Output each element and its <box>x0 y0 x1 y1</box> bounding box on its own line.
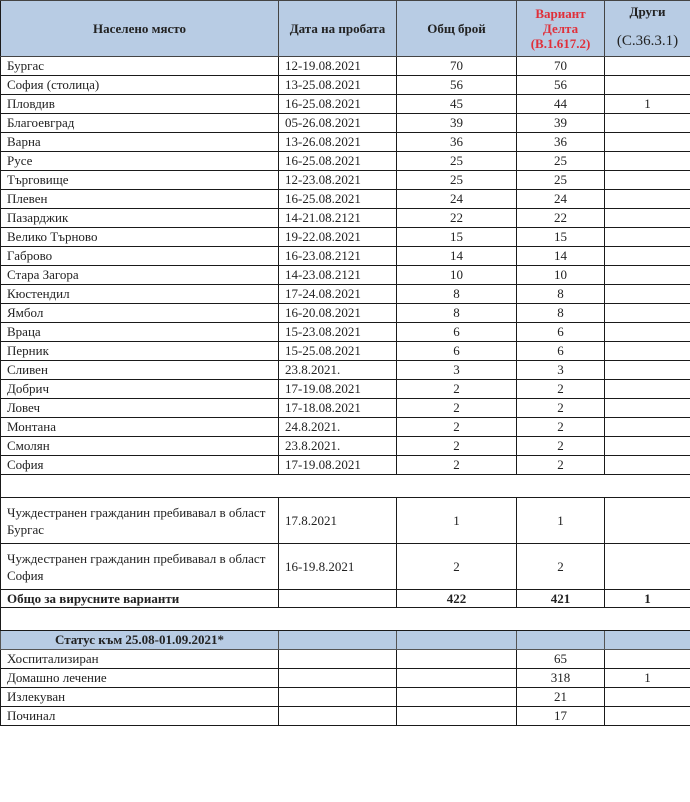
date-cell: 19-22.08.2021 <box>279 228 397 247</box>
delta-cell: 8 <box>517 304 605 323</box>
header-delta-line1: Вариант <box>535 6 586 21</box>
date-cell: 17-19.08.2021 <box>279 456 397 475</box>
status-empty <box>397 650 517 669</box>
date-cell: 23.8.2021. <box>279 437 397 456</box>
delta-cell: 24 <box>517 190 605 209</box>
table-row <box>1 266 690 285</box>
table-row <box>1 133 690 152</box>
status-empty <box>279 707 397 726</box>
date-cell: 16-19.8.2021 <box>279 544 397 590</box>
status-other <box>605 688 690 707</box>
place-cell: Чуждестранен гражданин пребивавал в област Бургас <box>1 498 279 544</box>
total-cell: 2 <box>397 399 517 418</box>
date-cell: 13-25.08.2021 <box>279 76 397 95</box>
total-cell: 2 <box>397 437 517 456</box>
other-cell <box>605 456 690 475</box>
status-row <box>1 650 690 669</box>
total-cell: 10 <box>397 266 517 285</box>
header-date: Дата на пробата <box>279 1 397 57</box>
place-cell: Стара Загора <box>1 266 279 285</box>
status-delta: 17 <box>517 707 605 726</box>
header-delta-line2: Делта <box>542 21 579 36</box>
place-cell: Сливен <box>1 361 279 380</box>
status-row <box>1 707 690 726</box>
date-cell: 14-23.08.2121 <box>279 266 397 285</box>
status-delta: 21 <box>517 688 605 707</box>
place-cell: Ловеч <box>1 399 279 418</box>
header-delta-line3: (B.1.617.2) <box>530 36 591 51</box>
total-cell: 39 <box>397 114 517 133</box>
total-cell: 14 <box>397 247 517 266</box>
date-cell: 15-23.08.2021 <box>279 323 397 342</box>
other-cell <box>605 323 690 342</box>
status-other: 1 <box>605 669 690 688</box>
foreign-row <box>1 498 690 544</box>
delta-cell: 14 <box>517 247 605 266</box>
total-cell: 36 <box>397 133 517 152</box>
other-cell <box>605 399 690 418</box>
other-cell <box>605 380 690 399</box>
place-cell: София <box>1 456 279 475</box>
delta-cell: 44 <box>517 95 605 114</box>
status-title: Статус към 25.08-01.09.2021* <box>1 631 279 650</box>
place-cell: Варна <box>1 133 279 152</box>
delta-cell: 6 <box>517 342 605 361</box>
other-cell <box>605 342 690 361</box>
spacer-row <box>1 608 690 631</box>
delta-cell: 10 <box>517 266 605 285</box>
table-body <box>1 57 690 726</box>
place-cell: Велико Търново <box>1 228 279 247</box>
date-cell: 12-23.08.2021 <box>279 171 397 190</box>
foreign-row <box>1 544 690 590</box>
table-row <box>1 380 690 399</box>
total-delta: 421 <box>517 590 605 608</box>
total-cell: 3 <box>397 361 517 380</box>
date-cell: 14-21.08.2121 <box>279 209 397 228</box>
other-cell <box>605 190 690 209</box>
table-row <box>1 361 690 380</box>
delta-cell: 2 <box>517 437 605 456</box>
place-cell: Габрово <box>1 247 279 266</box>
status-empty <box>397 688 517 707</box>
table-row <box>1 95 690 114</box>
date-cell: 15-25.08.2021 <box>279 342 397 361</box>
header-others <box>605 1 690 57</box>
status-empty <box>397 707 517 726</box>
status-header-empty <box>397 631 517 650</box>
header-place: Населено място <box>1 1 279 57</box>
total-cell: 6 <box>397 323 517 342</box>
date-cell: 17-24.08.2021 <box>279 285 397 304</box>
status-other <box>605 707 690 726</box>
total-cell: 25 <box>397 152 517 171</box>
spacer-row <box>1 475 690 498</box>
status-label: Домашно лечение <box>1 669 279 688</box>
delta-cell: 3 <box>517 361 605 380</box>
date-cell: 05-26.08.2021 <box>279 114 397 133</box>
status-row <box>1 669 690 688</box>
date-cell: 16-25.08.2021 <box>279 190 397 209</box>
table-row <box>1 114 690 133</box>
total-cell: 45 <box>397 95 517 114</box>
table-row <box>1 209 690 228</box>
total-cell: 22 <box>397 209 517 228</box>
status-label: Хоспитализиран <box>1 650 279 669</box>
total-row <box>1 590 690 608</box>
total-cell: 24 <box>397 190 517 209</box>
header-total: Общ брой <box>397 1 517 57</box>
header-row <box>1 1 690 57</box>
status-other <box>605 650 690 669</box>
date-cell: 16-23.08.2121 <box>279 247 397 266</box>
date-cell: 23.8.2021. <box>279 361 397 380</box>
other-cell <box>605 133 690 152</box>
total-cell: 56 <box>397 76 517 95</box>
delta-cell: 2 <box>517 399 605 418</box>
status-header-empty <box>517 631 605 650</box>
spacer-cell <box>1 608 690 631</box>
total-cell: 6 <box>397 342 517 361</box>
status-delta: 318 <box>517 669 605 688</box>
place-cell: Чуждестранен гражданин пребивавал в област София <box>1 544 279 590</box>
header-others-label: Други <box>629 4 666 19</box>
status-empty <box>279 688 397 707</box>
total-cell: 15 <box>397 228 517 247</box>
other-cell <box>605 171 690 190</box>
place-cell: Кюстендил <box>1 285 279 304</box>
total-cell: 8 <box>397 285 517 304</box>
table-row <box>1 304 690 323</box>
status-delta: 65 <box>517 650 605 669</box>
table-row <box>1 437 690 456</box>
status-empty <box>397 669 517 688</box>
place-cell: София (столица) <box>1 76 279 95</box>
table-row <box>1 323 690 342</box>
other-cell <box>605 247 690 266</box>
total-sum: 422 <box>397 590 517 608</box>
delta-cell: 2 <box>517 456 605 475</box>
date-cell: 13-26.08.2021 <box>279 133 397 152</box>
place-cell: Пазарджик <box>1 209 279 228</box>
place-cell: Ямбол <box>1 304 279 323</box>
other-cell <box>605 266 690 285</box>
table-row <box>1 57 690 76</box>
other-cell <box>605 361 690 380</box>
date-cell: 12-19.08.2021 <box>279 57 397 76</box>
place-cell: Пловдив <box>1 95 279 114</box>
delta-cell: 1 <box>517 498 605 544</box>
other-cell <box>605 152 690 171</box>
status-empty <box>279 650 397 669</box>
delta-cell: 22 <box>517 209 605 228</box>
place-cell: Плевен <box>1 190 279 209</box>
status-empty <box>279 669 397 688</box>
status-label: Излекуван <box>1 688 279 707</box>
place-cell: Русе <box>1 152 279 171</box>
table-row <box>1 247 690 266</box>
other-cell <box>605 498 690 544</box>
place-cell: Смолян <box>1 437 279 456</box>
other-cell: 1 <box>605 95 690 114</box>
delta-cell: 6 <box>517 323 605 342</box>
total-cell: 2 <box>397 418 517 437</box>
place-cell: Перник <box>1 342 279 361</box>
table-row <box>1 171 690 190</box>
table-row <box>1 228 690 247</box>
other-cell <box>605 437 690 456</box>
delta-cell: 25 <box>517 171 605 190</box>
delta-cell: 36 <box>517 133 605 152</box>
total-cell: 1 <box>397 498 517 544</box>
other-cell <box>605 285 690 304</box>
delta-cell: 15 <box>517 228 605 247</box>
date-cell: 17-19.08.2021 <box>279 380 397 399</box>
total-cell: 2 <box>397 456 517 475</box>
status-header-empty <box>605 631 690 650</box>
header-delta <box>517 1 605 57</box>
table-row <box>1 152 690 171</box>
table-row <box>1 399 690 418</box>
place-cell: Търговище <box>1 171 279 190</box>
total-date <box>279 590 397 608</box>
delta-cell: 8 <box>517 285 605 304</box>
total-cell: 2 <box>397 544 517 590</box>
date-cell: 16-25.08.2021 <box>279 152 397 171</box>
table-row <box>1 342 690 361</box>
other-cell <box>605 209 690 228</box>
date-cell: 17-18.08.2021 <box>279 399 397 418</box>
date-cell: 24.8.2021. <box>279 418 397 437</box>
total-label: Общо за вирусните варианти <box>1 590 279 608</box>
other-cell <box>605 418 690 437</box>
table-row <box>1 285 690 304</box>
delta-cell: 2 <box>517 380 605 399</box>
other-cell <box>605 228 690 247</box>
total-other: 1 <box>605 590 690 608</box>
total-cell: 70 <box>397 57 517 76</box>
place-cell: Благоевград <box>1 114 279 133</box>
delta-cell: 2 <box>517 418 605 437</box>
table-row <box>1 456 690 475</box>
delta-cell: 39 <box>517 114 605 133</box>
other-cell <box>605 76 690 95</box>
delta-cell: 25 <box>517 152 605 171</box>
date-cell: 17.8.2021 <box>279 498 397 544</box>
status-header-row <box>1 631 690 650</box>
delta-cell: 70 <box>517 57 605 76</box>
place-cell: Монтана <box>1 418 279 437</box>
other-cell <box>605 544 690 590</box>
status-label: Починал <box>1 707 279 726</box>
place-cell: Враца <box>1 323 279 342</box>
other-cell <box>605 114 690 133</box>
place-cell: Бургас <box>1 57 279 76</box>
total-cell: 2 <box>397 380 517 399</box>
table-row <box>1 76 690 95</box>
delta-cell: 2 <box>517 544 605 590</box>
spacer-cell <box>1 475 690 498</box>
status-header-empty <box>279 631 397 650</box>
total-cell: 25 <box>397 171 517 190</box>
other-cell <box>605 57 690 76</box>
table-row <box>1 418 690 437</box>
place-cell: Добрич <box>1 380 279 399</box>
other-cell <box>605 304 690 323</box>
date-cell: 16-20.08.2021 <box>279 304 397 323</box>
date-cell: 16-25.08.2021 <box>279 95 397 114</box>
header-others-sub: (C.36.3.1) <box>616 33 679 49</box>
status-row <box>1 688 690 707</box>
table-row <box>1 190 690 209</box>
total-cell: 8 <box>397 304 517 323</box>
delta-cell: 56 <box>517 76 605 95</box>
